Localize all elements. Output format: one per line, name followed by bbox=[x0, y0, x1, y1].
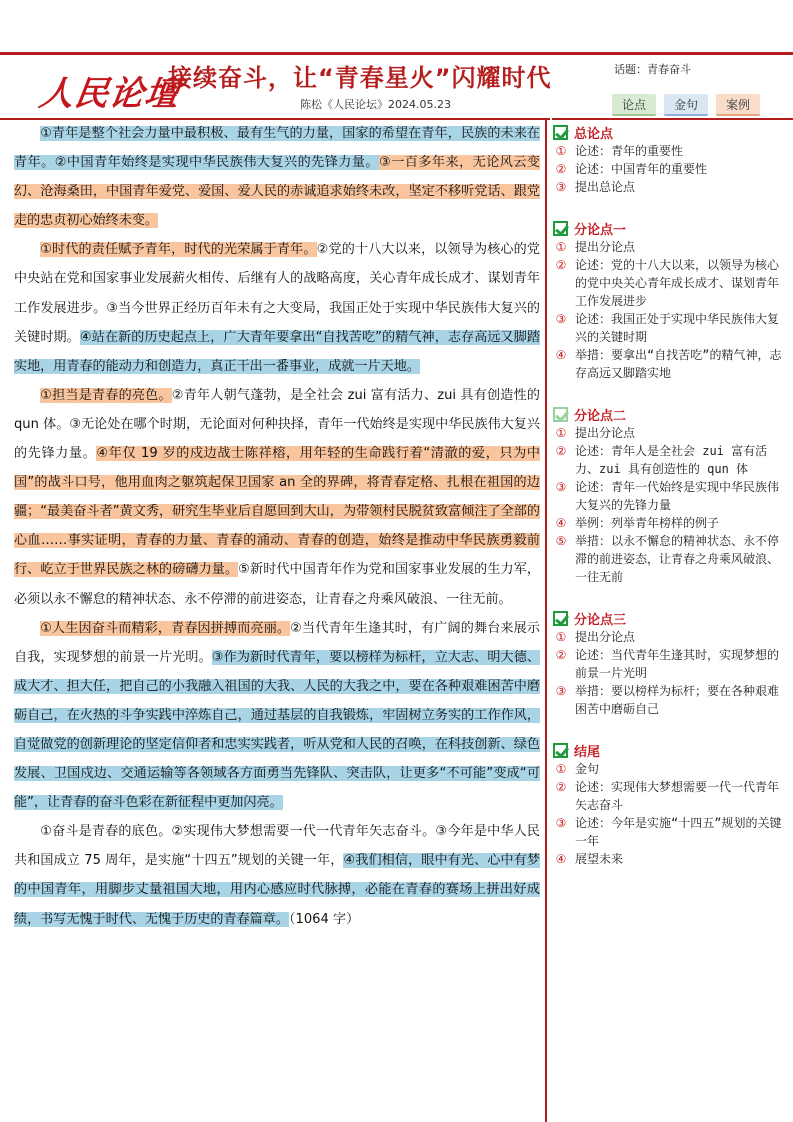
sentence: ①担当是青春的亮色。 bbox=[40, 387, 172, 403]
item-number: ① bbox=[555, 144, 567, 158]
sentence: ④站在新的历史起点上，广大青年要拿出“自找苦吃”的精气神，志存高远又脚踏实地，用青春的能动力和创造力，真正干出一番事业，成就一片天地。 bbox=[14, 329, 540, 374]
outline-item: 提出分论点 bbox=[575, 630, 636, 644]
outline-section bbox=[553, 740, 789, 868]
sentence: ②当代青年生逢其时，有广阔的舞台来展示自我，实现梦想的前景一片光明。 bbox=[14, 620, 540, 665]
sentence: ①人生因奋斗而精彩，青春因拼搏而亮丽。 bbox=[40, 620, 291, 636]
paragraph-4 bbox=[14, 614, 540, 818]
check-icon bbox=[553, 221, 568, 236]
outline-item: 举措：要拿出“自找苦吃”的精气神，志存高远又脚踏实地 bbox=[575, 348, 782, 380]
outline-section bbox=[553, 608, 789, 718]
sentence: ④我们相信，眼中有光、心中有梦的中国青年，用脚步丈量祖国大地，用内心感应时代脉搏，必能在青春的赛场上拼出好成绩，书写无愧于时代、无愧于历史的青春篇章。 bbox=[14, 853, 540, 927]
tab-anli[interactable]: 案例 bbox=[716, 94, 760, 116]
outline-item: 提出分论点 bbox=[575, 240, 636, 254]
article-body bbox=[14, 119, 540, 934]
column-divider bbox=[545, 118, 547, 1122]
item-number: ② bbox=[555, 258, 567, 272]
sentence: ①奋斗是青春的底色。②实现伟大梦想需要一代一代青年矢志奋斗。 bbox=[40, 824, 436, 840]
outline-section bbox=[553, 218, 789, 382]
outline-item: 举例：列举青年榜样的例子 bbox=[575, 516, 720, 530]
paragraph-1 bbox=[14, 119, 540, 235]
outline-item: 提出总论点 bbox=[575, 180, 636, 194]
sentence: ①时代的责任赋予青年，时代的光荣属于青年。 bbox=[40, 242, 317, 258]
sentence: ②中国青年始终是实现中华民族伟大复兴的先锋力量。 bbox=[54, 155, 380, 171]
sentence: ①青年是整个社会力量中最积极、最有生气的力量，国家的希望在青年，民族的未来在青年。 bbox=[14, 126, 540, 171]
sentence: ③作为新时代青年，要以榜样为标杆，立大志、明大德、成大才、担大任，把自己的小我融入祖国的大我、人民的大我之中，要在各种艰难困苦中磨砺自己，在火热的斗争实践中淬炼自己，通过基层的自我锻炼，牢固树立务实的工作作风，自觉做党的创新理论的坚定信仰者和忠实实践者，听从党和人民的召唤，在科技创新、绿色发展、卫国戍边、交通运输等各领域各方面勇当先锋队、突击队，让更多“不可能”变成“可能”，让青春的奋斗色彩在新征程中更加闪亮。 bbox=[14, 649, 540, 811]
item-number: ② bbox=[555, 162, 567, 176]
section-title: 分论点三 bbox=[574, 612, 627, 628]
item-number: ⑤ bbox=[555, 534, 567, 548]
item-number: ② bbox=[555, 444, 567, 458]
outline-section bbox=[553, 122, 789, 196]
item-number: ① bbox=[555, 630, 567, 644]
outline-item: 论述：青年的重要性 bbox=[575, 144, 684, 158]
outline-item: 论述：当代青年生逢其时，实现梦想的前景一片光明 bbox=[575, 648, 780, 680]
check-icon bbox=[553, 611, 568, 626]
check-icon bbox=[553, 407, 568, 422]
legend-tabs bbox=[612, 94, 760, 116]
outline-item: 论述：我国正处于实现中华民族伟大复兴的关键时期 bbox=[575, 312, 780, 344]
outline-item: 论述：党的十八大以来，以领导为核心的党中央关心青年成长成才、谋划青年工作发展进步 bbox=[575, 258, 780, 308]
section-title: 分论点二 bbox=[574, 408, 627, 424]
paragraph-2 bbox=[14, 235, 540, 380]
tab-jinju[interactable]: 金句 bbox=[664, 94, 708, 116]
outline-item: 论述：今年是实施“十四五”规划的关键一年 bbox=[575, 816, 782, 848]
word-count: （1064 字） bbox=[288, 911, 360, 927]
outline-section bbox=[553, 404, 789, 586]
sentence: ③今年是中华人民共和国成立 75 周年，是实施“十四五”规划的关键一年， bbox=[14, 824, 540, 869]
item-number: ④ bbox=[555, 348, 567, 362]
item-number: ③ bbox=[555, 480, 567, 494]
outline-item: 提出分论点 bbox=[575, 426, 636, 440]
sentence: ⑤新时代中国青年作为党和国家事业发展的生力军，必须以永不懈怠的精神状态、永不停滞的前进姿态，让青春之舟乘风破浪、一往无前。 bbox=[14, 562, 540, 607]
outline-item: 展望未来 bbox=[575, 852, 624, 866]
item-number: ④ bbox=[555, 852, 567, 866]
header-top-rule bbox=[0, 52, 793, 55]
page-title: 接续奋斗，让“青春星火”闪耀时代 bbox=[168, 64, 552, 92]
outline-panel bbox=[553, 122, 789, 868]
section-title: 分论点一 bbox=[574, 222, 627, 238]
item-number: ② bbox=[555, 780, 567, 794]
outline-item: 论述：青年一代始终是实现中华民族伟大复兴的先锋力量 bbox=[575, 480, 780, 512]
item-number: ① bbox=[555, 762, 567, 776]
header-rule-right bbox=[552, 118, 793, 120]
sentence: ②党的十八大以来，以领导为核心的党中央站在党和国家事业发展薪火相传、后继有人的战略高度，关心青年成长成才、谋划青年工作发展进步。③当今世界正经历百年未有之大变局，我国正处于实现中华民族伟大复兴的关键时期。 bbox=[14, 242, 540, 345]
item-number: ③ bbox=[555, 816, 567, 830]
outline-item: 论述：实现伟大梦想需要一代一代青年矢志奋斗 bbox=[575, 780, 780, 812]
sentence: ④年仅 19 岁的戍边战士陈祥榕，用年轻的生命践行着“清澈的爱，只为中国”的战斗口号，他用血肉之躯筑起保卫国家 an 全的界碑，将青春定格、扎根在祖国的边疆；“最美奋斗者”黄文秀，研究生毕业后自愿回到大山，为带领村民脱贫致富倾注了全部的心血……事实证明，青春的力量、青春的涌动、青春的创造，始终是推动中华民族勇毅前行、屹立于世界民族之林的磅礴力量。 bbox=[14, 446, 540, 578]
outline-item: 举措：以永不懈怠的精神状态、永不停滞的前进姿态，让青春之舟乘风破浪、一往无前 bbox=[575, 534, 780, 584]
outline-item: 金句 bbox=[575, 762, 600, 776]
item-number: ③ bbox=[555, 684, 567, 698]
section-title: 结尾 bbox=[574, 744, 601, 760]
sentence: ③一百多年来，无论风云变幻、沧海桑田，中国青年爱党、爱国、爱人民的赤诚追求始终未改，坚定不移听党话、跟党走的忠贞初心始终未变。 bbox=[14, 155, 541, 229]
tab-lundian[interactable]: 论点 bbox=[612, 94, 656, 116]
item-number: ③ bbox=[555, 180, 567, 194]
outline-item: 论述：青年人是全社会 zui 富有活力、zui 具有创造性的 qun 体 bbox=[575, 444, 768, 476]
outline-item: 举措：要以榜样为标杆；要在各种艰难困苦中磨砺自己 bbox=[575, 684, 780, 716]
section-title: 总论点 bbox=[574, 126, 614, 142]
sentence: ②青年人朝气蓬勃，是全社会 zui 富有活力、zui 具有创造性的 qun 体。③无论处在哪个时期，无论面对何种抉择，青年一代始终是实现中华民族伟大复兴的先锋力量。 bbox=[14, 387, 540, 462]
item-number: ② bbox=[555, 648, 567, 662]
paragraph-3 bbox=[14, 381, 540, 614]
publication-logo: 人民论壇 bbox=[36, 74, 183, 114]
item-number: ④ bbox=[555, 516, 567, 530]
check-icon bbox=[553, 743, 568, 758]
outline-item: 论述：中国青年的重要性 bbox=[575, 162, 708, 176]
topic-label: 话题：青春奋斗 bbox=[614, 63, 691, 76]
check-icon bbox=[553, 125, 568, 140]
item-number: ① bbox=[555, 426, 567, 440]
item-number: ③ bbox=[555, 312, 567, 326]
item-number: ① bbox=[555, 240, 567, 254]
byline: 陈松《人民论坛》2024.05.23 bbox=[300, 98, 451, 111]
paragraph-5 bbox=[14, 817, 540, 933]
